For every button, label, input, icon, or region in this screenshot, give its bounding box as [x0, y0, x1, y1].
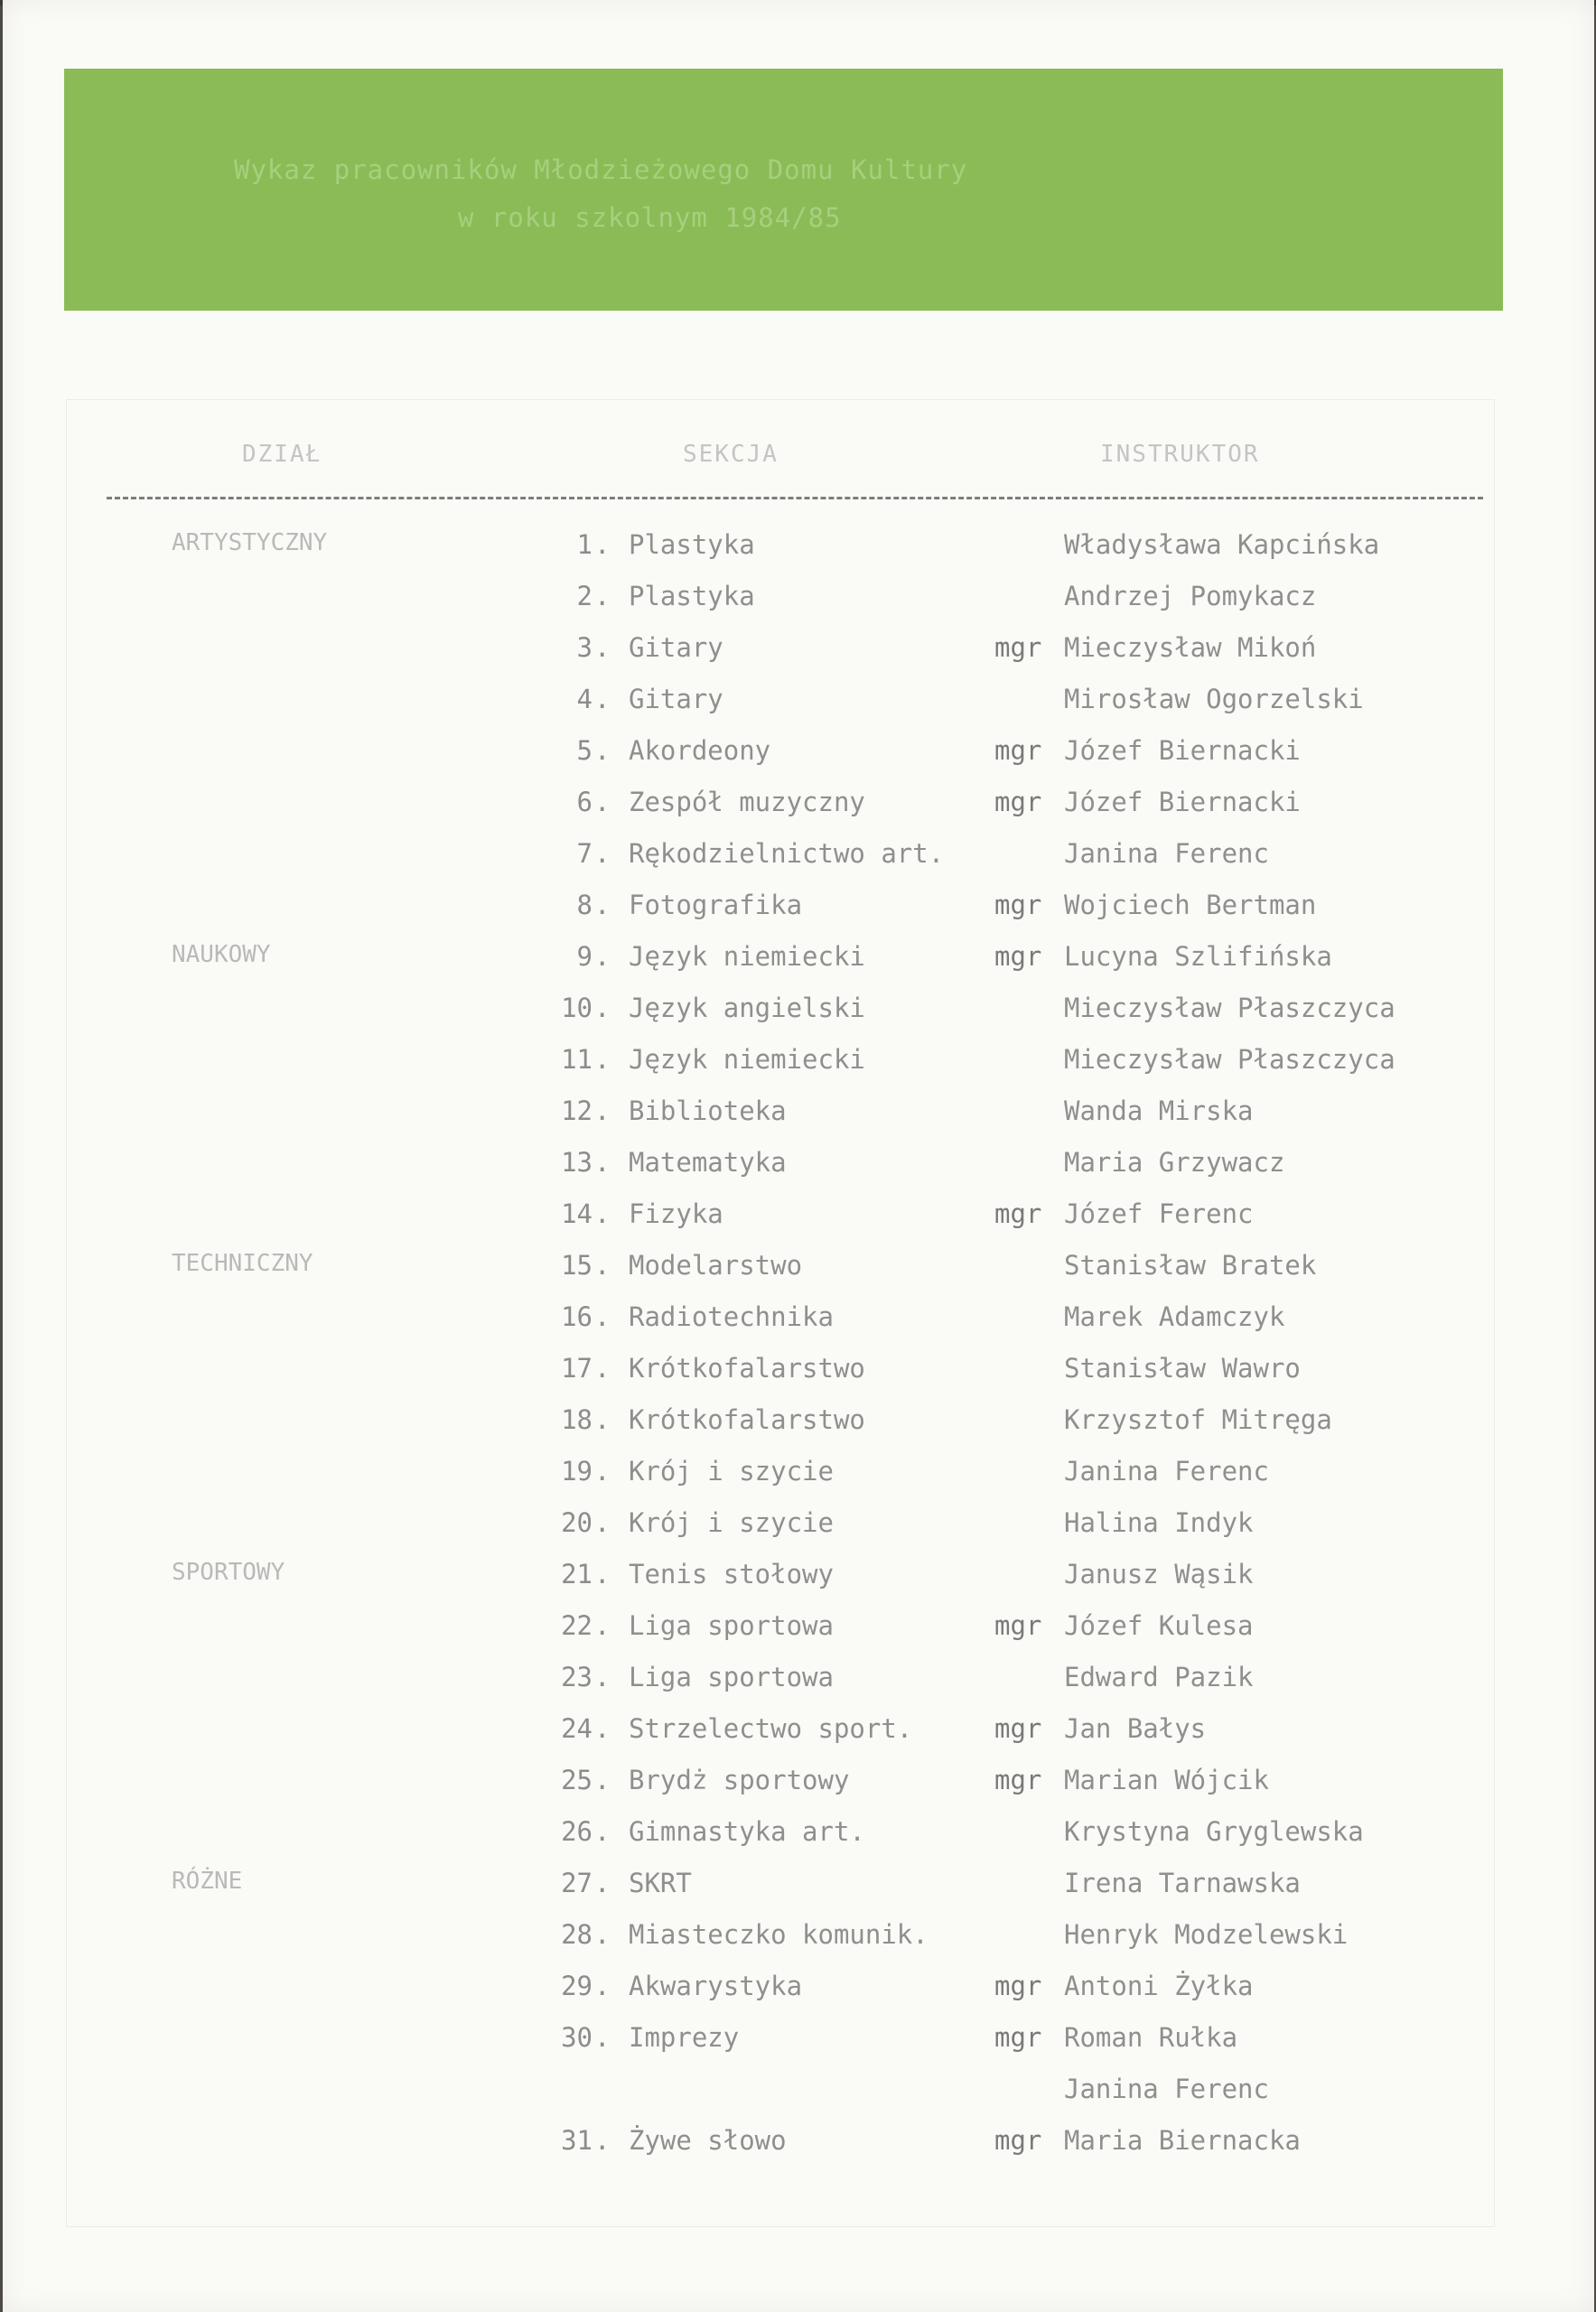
instructor-name: Marek Adamczyk	[1064, 1301, 1285, 1332]
instructor-name: Janina Ferenc	[1064, 2074, 1269, 2104]
section-name: Akwarystyka	[629, 1971, 803, 2001]
row-number: 29	[561, 1971, 593, 2001]
row-number: 6	[576, 787, 593, 817]
section-name: Krótkofalarstwo	[629, 1353, 865, 1384]
row-number: 30	[561, 2022, 593, 2053]
table-row	[0, 1610, 1596, 1643]
section-name: Zespół muzyczny	[629, 787, 865, 817]
table-row	[0, 632, 1596, 665]
row-number-dot: .	[594, 787, 611, 817]
row-number: 3	[576, 632, 593, 663]
section-name: Gitary	[629, 632, 723, 663]
academic-title: mgr	[994, 1713, 1042, 1744]
row-number: 2	[576, 581, 593, 611]
instructor-name: Wojciech Bertman	[1064, 890, 1317, 920]
row-number: 10	[561, 993, 593, 1023]
row-number: 14	[561, 1198, 593, 1229]
section-name: Krótkofalarstwo	[629, 1404, 865, 1435]
instructor-name: Mieczysław Płaszczyca	[1064, 993, 1395, 1023]
instructor-name: Roman Rułka	[1064, 2022, 1238, 2053]
row-number-dot: .	[594, 2125, 611, 2156]
instructor-name: Jan Bałys	[1064, 1713, 1207, 1744]
section-name: Liga sportowa	[629, 1610, 834, 1641]
instructor-name: Mirosław Ogorzelski	[1064, 684, 1364, 714]
row-number-dot: .	[594, 993, 611, 1023]
academic-title: mgr	[994, 787, 1042, 817]
row-number-dot: .	[594, 890, 611, 920]
section-name: Krój i szycie	[629, 1507, 834, 1538]
instructor-name: Stanisław Wawro	[1064, 1353, 1301, 1384]
table-row	[0, 1353, 1596, 1385]
table-row	[0, 1198, 1596, 1231]
instructor-name: Henryk Modzelewski	[1064, 1919, 1349, 1950]
academic-title: mgr	[994, 941, 1042, 972]
department-label: SPORTOWY	[172, 1559, 285, 1586]
instructor-name: Halina Indyk	[1064, 1507, 1254, 1538]
table-row	[0, 1507, 1596, 1540]
section-name: Gimnastyka art.	[629, 1816, 865, 1847]
row-number-dot: .	[594, 1662, 611, 1692]
section-name: Język angielski	[629, 993, 865, 1023]
section-name: SKRT	[629, 1868, 692, 1898]
academic-title: mgr	[994, 1610, 1042, 1641]
table-row	[0, 1868, 1596, 1900]
title-banner	[64, 69, 1503, 311]
column-header-sekcja: SEKCJA	[683, 441, 779, 468]
table-row	[0, 993, 1596, 1025]
section-name: Akordeony	[629, 735, 771, 766]
section-name: Miasteczko komunik.	[629, 1919, 929, 1950]
row-number-dot: .	[594, 1095, 611, 1126]
department-label: TECHNICZNY	[172, 1250, 313, 1277]
instructor-name: Maria Grzywacz	[1064, 1147, 1285, 1178]
academic-title: mgr	[994, 2125, 1042, 2156]
academic-title: mgr	[994, 890, 1042, 920]
table-row	[0, 1456, 1596, 1488]
instructor-name: Janina Ferenc	[1064, 838, 1269, 869]
instructor-name: Józef Ferenc	[1064, 1198, 1254, 1229]
row-number: 20	[561, 1507, 593, 1538]
row-number: 15	[561, 1250, 593, 1281]
row-number-dot: .	[594, 735, 611, 766]
academic-title: mgr	[994, 632, 1042, 663]
row-number-dot: .	[594, 1816, 611, 1847]
table-row	[0, 1971, 1596, 2003]
row-number-dot: .	[594, 838, 611, 869]
section-name: Język niemiecki	[629, 941, 865, 972]
row-number-dot: .	[594, 1456, 611, 1487]
row-number-dot: .	[594, 1713, 611, 1744]
row-number-dot: .	[594, 1971, 611, 2001]
instructor-name: Mieczysław Mikoń	[1064, 632, 1317, 663]
academic-title: mgr	[994, 1198, 1042, 1229]
department-label: ARTYSTYCZNY	[172, 529, 328, 556]
row-number-dot: .	[594, 1868, 611, 1898]
section-name: Język niemiecki	[629, 1044, 865, 1075]
row-number: 1	[576, 529, 593, 560]
table-row	[0, 1147, 1596, 1179]
academic-title: mgr	[994, 1971, 1042, 2001]
table-row	[0, 2074, 1596, 2106]
table-row	[0, 1919, 1596, 1952]
instructor-name: Irena Tarnawska	[1064, 1868, 1301, 1898]
row-number-dot: .	[594, 1919, 611, 1950]
row-number-dot: .	[594, 684, 611, 714]
instructor-name: Maria Biernacka	[1064, 2125, 1301, 2156]
instructor-name: Marian Wójcik	[1064, 1765, 1269, 1795]
section-name: Radiotechnika	[629, 1301, 834, 1332]
section-name: Modelarstwo	[629, 1250, 803, 1281]
row-number-dot: .	[594, 1301, 611, 1332]
row-number: 13	[561, 1147, 593, 1178]
section-name: Tenis stołowy	[629, 1559, 834, 1590]
row-number: 23	[561, 1662, 593, 1692]
instructor-name: Józef Kulesa	[1064, 1610, 1254, 1641]
instructor-name: Władysława Kapcińska	[1064, 529, 1380, 560]
section-name: Plastyka	[629, 581, 755, 611]
section-name: Matematyka	[629, 1147, 787, 1178]
table-row	[0, 1765, 1596, 1797]
row-number-dot: .	[594, 1198, 611, 1229]
table-row	[0, 838, 1596, 871]
instructor-name: Krystyna Gryglewska	[1064, 1816, 1364, 1847]
table-row	[0, 1404, 1596, 1437]
row-number: 7	[576, 838, 593, 869]
instructor-name: Janina Ferenc	[1064, 1456, 1269, 1487]
section-name: Rękodzielnictwo art.	[629, 838, 945, 869]
instructor-name: Edward Pazik	[1064, 1662, 1254, 1692]
instructor-name: Stanisław Bratek	[1064, 1250, 1317, 1281]
instructor-name: Janusz Wąsik	[1064, 1559, 1254, 1590]
table-row	[0, 1713, 1596, 1746]
academic-title: mgr	[994, 2022, 1042, 2053]
row-number: 9	[576, 941, 593, 972]
header-divider	[107, 497, 1483, 499]
heading-line-1: Wykaz pracowników Młodzieżowego Domu Kultury	[234, 154, 968, 185]
row-number-dot: .	[594, 581, 611, 611]
section-name: Strzelectwo sport.	[629, 1713, 913, 1744]
instructor-name: Antoni Żyłka	[1064, 1971, 1254, 2001]
table-row	[0, 941, 1596, 974]
table-row	[0, 1044, 1596, 1077]
row-number-dot: .	[594, 1507, 611, 1538]
section-name: Imprezy	[629, 2022, 740, 2053]
row-number: 31	[561, 2125, 593, 2156]
row-number: 4	[576, 684, 593, 714]
row-number-dot: .	[594, 1250, 611, 1281]
row-number-dot: .	[594, 1147, 611, 1178]
instructor-name: Andrzej Pomykacz	[1064, 581, 1317, 611]
row-number-dot: .	[594, 632, 611, 663]
table-row	[0, 2125, 1596, 2158]
row-number: 28	[561, 1919, 593, 1950]
instructor-name: Krzysztof Mitręga	[1064, 1404, 1332, 1435]
table-row	[0, 529, 1596, 562]
row-number: 16	[561, 1301, 593, 1332]
section-name: Krój i szycie	[629, 1456, 834, 1487]
column-header-dzial: DZIAŁ	[242, 441, 322, 468]
row-number: 18	[561, 1404, 593, 1435]
row-number: 26	[561, 1816, 593, 1847]
table-row	[0, 1250, 1596, 1282]
table-row	[0, 1662, 1596, 1694]
row-number: 19	[561, 1456, 593, 1487]
table-row	[0, 684, 1596, 716]
instructor-name: Mieczysław Płaszczyca	[1064, 1044, 1395, 1075]
instructor-name: Józef Biernacki	[1064, 787, 1301, 817]
heading-line-2: w roku szkolnym 1984/85	[458, 202, 842, 233]
section-name: Fotografika	[629, 890, 803, 920]
row-number-dot: .	[594, 1765, 611, 1795]
row-number: 21	[561, 1559, 593, 1590]
row-number-dot: .	[594, 529, 611, 560]
row-number-dot: .	[594, 1044, 611, 1075]
section-name: Żywe słowo	[629, 2125, 787, 2156]
section-name: Brydż sportowy	[629, 1765, 850, 1795]
row-number-dot: .	[594, 1404, 611, 1435]
row-number: 5	[576, 735, 593, 766]
row-number: 22	[561, 1610, 593, 1641]
table-row	[0, 581, 1596, 613]
table-row	[0, 1095, 1596, 1128]
section-name: Biblioteka	[629, 1095, 787, 1126]
row-number: 8	[576, 890, 593, 920]
table-row	[0, 1816, 1596, 1849]
row-number: 11	[561, 1044, 593, 1075]
table-row	[0, 1559, 1596, 1591]
row-number: 25	[561, 1765, 593, 1795]
department-label: RÓŻNE	[172, 1868, 243, 1895]
row-number-dot: .	[594, 941, 611, 972]
instructor-name: Lucyna Szlifińska	[1064, 941, 1332, 972]
instructor-name: Wanda Mirska	[1064, 1095, 1254, 1126]
row-number-dot: .	[594, 1559, 611, 1590]
section-name: Gitary	[629, 684, 723, 714]
row-number-dot: .	[594, 1610, 611, 1641]
row-number-dot: .	[594, 1353, 611, 1384]
row-number: 12	[561, 1095, 593, 1126]
column-header-instruktor: INSTRUKTOR	[1100, 441, 1260, 468]
table-row	[0, 787, 1596, 819]
section-name: Fizyka	[629, 1198, 723, 1229]
section-name: Liga sportowa	[629, 1662, 834, 1692]
table-row	[0, 1301, 1596, 1334]
academic-title: mgr	[994, 735, 1042, 766]
row-number: 24	[561, 1713, 593, 1744]
table-row	[0, 2022, 1596, 2055]
row-number: 27	[561, 1868, 593, 1898]
row-number: 17	[561, 1353, 593, 1384]
table-row	[0, 735, 1596, 768]
department-label: NAUKOWY	[172, 941, 271, 968]
row-number-dot: .	[594, 2022, 611, 2053]
table-row	[0, 890, 1596, 922]
section-name: Plastyka	[629, 529, 755, 560]
instructor-name: Józef Biernacki	[1064, 735, 1301, 766]
academic-title: mgr	[994, 1765, 1042, 1795]
